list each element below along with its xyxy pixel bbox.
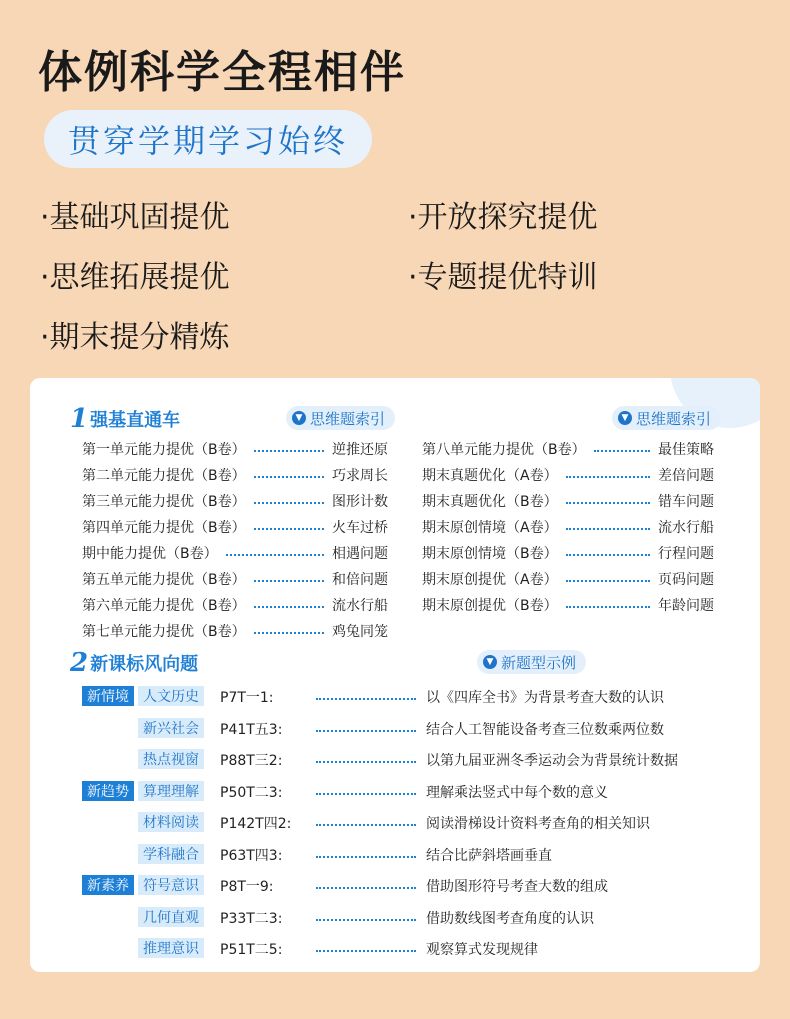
row-name: 期末真题优化（A卷） [422,468,558,484]
badge-label: 新题型示例 [501,653,577,672]
subcategory-tag: 材料阅读 [138,812,204,832]
question-desc: 以第九届亚洲冬季运动会为背景统计数据 [426,753,678,769]
question-ref: P142T四2: [220,816,292,832]
dotted-leader [316,698,416,700]
row-topic: 鸡兔同笼 [332,624,388,640]
row-name: 第七单元能力提优（B卷） [82,624,246,640]
row-topic: 行程问题 [658,546,714,562]
section1-badge-right [612,406,721,430]
chevron-down-icon: ▼ [292,411,306,425]
dotted-leader [566,606,650,608]
section2-header [70,648,198,678]
dotted-leader [316,950,416,952]
row-name: 第八单元能力提优（B卷） [422,442,586,458]
row-topic: 和倍问题 [332,572,388,588]
dotted-leader [316,730,416,732]
dotted-leader [316,761,416,763]
chevron-down-icon: ▼ [483,655,497,669]
chevron-down-icon: ▼ [618,411,632,425]
question-ref: P7T一1: [220,690,274,706]
dotted-leader [316,856,416,858]
index-row [422,464,714,486]
question-ref: P88T三2: [220,753,283,769]
subcategory-tag: 符号意识 [138,875,204,895]
row-topic: 页码问题 [658,572,714,588]
subcategory-tag: 几何直观 [138,907,204,927]
index-row [82,568,388,590]
index-row [422,490,714,512]
row-topic: 图形计数 [332,494,388,510]
question-desc: 以《四库全书》为背景考查大数的认识 [426,690,664,706]
section2-title: 新课标风向题 [90,654,199,675]
row-topic: 巧求周长 [332,468,388,484]
row-topic: 流水行船 [332,598,388,614]
dotted-leader [254,528,324,530]
row-name: 第四单元能力提优（B卷） [82,520,246,536]
dotted-leader [566,528,650,530]
index-row [82,464,388,486]
index-row [422,438,714,460]
row-name: 第五单元能力提优（B卷） [82,572,246,588]
dotted-leader [566,554,650,556]
question-ref: P33T二3: [220,910,283,927]
question-desc: 观察算式发现规律 [426,942,538,958]
row-name: 第三单元能力提优（B卷） [82,494,246,510]
row-name: 期中能力提优（B卷） [82,546,218,562]
question-ref: P63T四3: [220,847,283,864]
category-tag: 新情境 [82,686,134,706]
subcategory-tag: 学科融合 [138,844,204,864]
row-topic: 差倍问题 [658,468,714,484]
subcategory-tag: 推理意识 [138,938,204,958]
section1-title: 强基直通车 [90,410,181,431]
question-desc: 借助图形符号考查大数的组成 [426,879,608,895]
feature-item: ·期末提分精炼 [40,320,230,355]
row-name: 期末原创情境（B卷） [422,546,558,562]
index-row [422,542,714,564]
section1-number: 1 [70,404,89,434]
row-name: 期末原创提优（A卷） [422,572,558,588]
dotted-leader [254,476,324,478]
index-row [82,594,388,616]
dotted-leader [566,580,650,582]
dotted-leader [254,502,324,504]
row-topic: 错车问题 [658,494,714,510]
section2-number: 2 [70,648,89,678]
dotted-leader [254,580,324,582]
row-name: 第二单元能力提优（B卷） [82,468,246,484]
row-name: 期末原创情境（A卷） [422,520,558,536]
subtitle-pill: 贯穿学期学习始终 [44,110,372,168]
subcategory-tag: 热点视窗 [138,749,204,769]
row-topic: 逆推还原 [332,442,388,458]
badge-label: 思维题索引 [310,409,386,428]
dotted-leader [316,887,416,889]
dotted-leader [254,450,324,452]
section1-badge-left [286,406,395,430]
badge-label: 思维题索引 [636,409,712,428]
section2-badge [477,650,586,674]
question-desc: 阅读滑梯设计资料考查角的相关知识 [426,816,650,832]
row-topic: 相遇问题 [332,546,388,562]
feature-item: ·思维拓展提优 [40,260,230,295]
question-desc: 理解乘法竖式中每个数的意义 [426,784,608,801]
question-ref: P51T二5: [220,942,283,958]
subcategory-tag: 算理理解 [138,781,204,801]
question-desc: 借助数线图考查角度的认识 [426,910,594,927]
row-topic: 年龄问题 [658,598,714,614]
category-tag: 新素养 [82,875,134,895]
index-row [422,594,714,616]
index-row [82,542,388,564]
dotted-leader [254,632,324,634]
page-title: 体例科学全程相伴 [38,47,406,98]
subcategory-tag: 新兴社会 [138,718,204,738]
dotted-leader [316,824,416,826]
dotted-leader [566,502,650,504]
index-row [82,438,388,460]
subcategory-tag: 人文历史 [138,686,204,706]
row-name: 第一单元能力提优（B卷） [82,442,246,458]
category-tag: 新趋势 [82,781,134,801]
contents-card [30,378,760,972]
dotted-leader [226,554,324,556]
dotted-leader [254,606,324,608]
feature-item: ·专题提优特训 [408,260,598,295]
dotted-leader [594,450,650,452]
dotted-leader [566,476,650,478]
question-ref: P50T二3: [220,784,283,801]
row-topic: 最佳策略 [658,442,714,458]
row-topic: 火车过桥 [332,520,388,536]
question-ref: P41T五3: [220,721,283,738]
row-name: 期末原创提优（B卷） [422,598,558,614]
question-desc: 结合人工智能设备考查三位数乘两位数 [426,721,664,738]
row-name: 期末真题优化（B卷） [422,494,558,510]
index-row [82,620,388,642]
index-row [82,516,388,538]
dotted-leader [316,919,416,921]
feature-item: ·开放探究提优 [408,200,598,235]
feature-item: ·基础巩固提优 [40,200,230,235]
index-row [422,568,714,590]
index-row [82,490,388,512]
row-name: 第六单元能力提优（B卷） [82,598,246,614]
dotted-leader [316,793,416,795]
question-desc: 结合比萨斜塔画垂直 [426,847,552,864]
question-ref: P8T一9: [220,879,274,895]
section1-header [70,404,180,434]
index-row [422,516,714,538]
row-topic: 流水行船 [658,520,714,536]
